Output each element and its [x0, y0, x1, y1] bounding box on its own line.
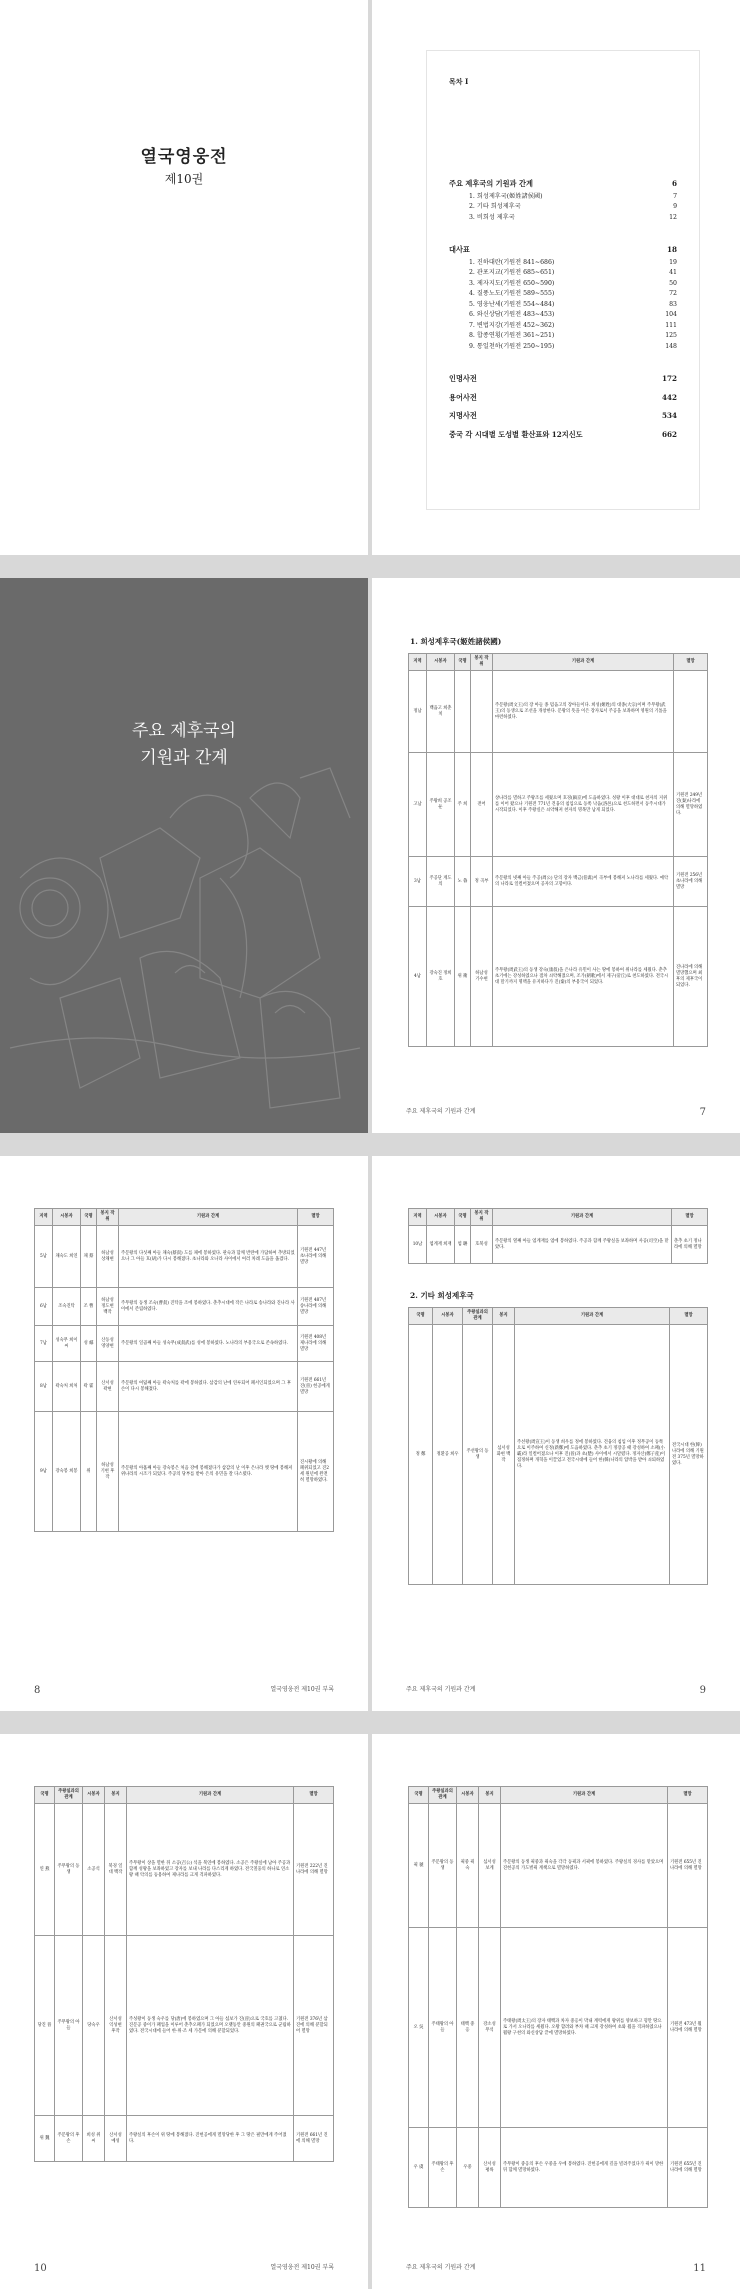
- table-cell: 주무왕이 상을 멸한 뒤 소공(召公) 석을 북연에 봉하였다. 소공은 주왕실에 남아 주공과 함께 성왕을 보좌하였고 장자를 보내 나라를 다스리게 하였다. 전국칠웅의 하나로 연소왕 때 악의를 등용하여 제나라를 크게 격파하였다.: [127, 1804, 294, 1936]
- toc-item-page: 9: [673, 203, 677, 210]
- table-cell: 위: [81, 1412, 97, 1532]
- table-cell: 기원전 376년 삼진에 의해 분할되어 멸망: [294, 1936, 334, 2116]
- toc-section[interactable]: [449, 245, 677, 256]
- column-header: 멸망: [672, 1209, 708, 1226]
- table-cell: 산서성 예성: [105, 2116, 127, 2162]
- table-row: [35, 1804, 334, 1936]
- cover-page: [0, 0, 368, 555]
- table-row: [409, 857, 708, 907]
- table-cell: 조 曹: [81, 1288, 97, 1326]
- column-header: 멸망: [294, 1787, 334, 1804]
- toc-item[interactable]: [449, 321, 677, 332]
- column-header: 국명: [81, 1209, 97, 1226]
- content-page-7: [372, 578, 740, 1133]
- running-footer: 주요 제후국의 기원과 간계: [406, 1108, 476, 1115]
- column-header: 시봉자: [83, 1787, 105, 1804]
- column-header: 기원과 간계: [493, 1209, 672, 1226]
- table-cell: 희성 위씨: [83, 2116, 105, 2162]
- table-cell: 기원전 408년 제나라에 의해 멸망: [298, 1326, 334, 1362]
- toc-item-label: 2. 기타 희성제후국: [469, 203, 521, 210]
- table-cell: 기원전 249년 진(秦)나라에 의해 멸망하였다.: [674, 753, 708, 857]
- toc-item-page: 104: [665, 311, 677, 318]
- table-cell: 북경 일대 백작: [105, 1804, 127, 1936]
- column-header: 멸망: [670, 1308, 708, 1325]
- toc-section-label: 주요 제후국의 기원과 간계: [449, 179, 533, 188]
- column-header: 지역: [35, 1209, 53, 1226]
- toc-page: [372, 0, 740, 555]
- table-cell: 섬서성 화현 백작: [493, 1325, 515, 1585]
- column-header: 주왕실과의 관계: [429, 1787, 457, 1804]
- table-cell: 당진 晉: [35, 1936, 55, 2116]
- column-header: 봉지 작위: [471, 1209, 493, 1226]
- table-cell: [471, 671, 493, 753]
- toc-item-page: 50: [669, 279, 677, 287]
- table-header-row: [35, 1787, 334, 1804]
- table-cell: 진나라에 의해 멸망했으며 최후의 제후국이 되었다.: [674, 907, 708, 1047]
- column-header: 시봉자: [433, 1308, 463, 1325]
- table-header-row: [409, 1209, 708, 1226]
- table-cell: 채숙도 희연: [53, 1226, 81, 1288]
- section-title: 1. 희성제후국(姬姓諸侯國): [410, 637, 502, 646]
- table-cell: 노 魯: [455, 857, 471, 907]
- toc-appendix[interactable]: [449, 393, 677, 404]
- page-content: [34, 1208, 334, 1532]
- toc-item[interactable]: [449, 300, 677, 311]
- table-cell: 백읍고 희춘치: [427, 671, 455, 753]
- table-cell: 기원전 473년 월나라에 의해 멸망: [668, 1928, 708, 2128]
- toc-item-label: 1. 진하대란(기원전 841~686): [469, 258, 555, 266]
- table-cell: 하남성 상채현: [97, 1226, 119, 1288]
- column-header: 기원과 간계: [127, 1787, 294, 1804]
- toc-appendix-page: 534: [661, 411, 677, 420]
- toc-appendix[interactable]: [449, 430, 677, 441]
- table-cell: 하남성 기현 후작: [97, 1412, 119, 1532]
- table-cell: 하남성 정도현 백작: [97, 1288, 119, 1326]
- column-header: 시봉자: [427, 654, 455, 671]
- table-cell: 산동성 영양현: [97, 1326, 119, 1362]
- table-cell: 주공단 계도의: [427, 857, 455, 907]
- table-cell: 기원전 661년 진에 의해 멸망: [294, 2116, 334, 2162]
- toc-item[interactable]: [449, 213, 677, 224]
- column-header: 국명: [409, 1308, 433, 1325]
- toc-item-label: 3. 제자지도(기원전 650~590): [469, 279, 555, 287]
- table-cell: 강소성 무석: [479, 1928, 501, 2128]
- toc-item-label: 4. 질풍노도(기원전 589~555): [469, 290, 555, 297]
- toc-item-label: 8. 합종연횡(기원전 361~251): [469, 332, 555, 339]
- column-header: 지역: [409, 1209, 427, 1226]
- toc-appendix-page: 442: [661, 392, 677, 402]
- table-cell: 주무왕의 동생 조숙(曹叔) 진탁을 조에 봉하였다. 춘추시대에 작은 나라로 송나라와 진나라 사이에서 존립하였다.: [119, 1288, 298, 1326]
- toc-item-label: 7. 변법지강(기원전 452~362): [469, 321, 555, 329]
- column-header: 봉지 작위: [97, 1209, 119, 1226]
- toc-item[interactable]: [449, 279, 677, 290]
- table-header-row: [409, 1787, 708, 1804]
- toc-item[interactable]: [449, 202, 677, 213]
- column-header: 주왕실과의 관계: [463, 1308, 493, 1325]
- table-row: [409, 907, 708, 1047]
- content-page-8: [0, 1156, 368, 1711]
- toc-appendix[interactable]: [449, 411, 677, 422]
- table-cell: 춘추 초기 정나라에 의해 멸망: [672, 1226, 708, 1264]
- table-row: [35, 2116, 334, 2162]
- table-cell: 6남: [35, 1288, 53, 1326]
- table-cell: 진시황에 의해 폐위되었고 진2세 원년에 완전히 멸망하였다.: [298, 1412, 334, 1532]
- table-cell: 정남: [409, 671, 427, 753]
- column-header: 봉지 작위: [471, 654, 493, 671]
- toc-section-page: 18: [666, 245, 677, 254]
- table-cell: 조숙진탁: [53, 1288, 81, 1326]
- table-cell: 주태왕의 후손: [429, 2128, 457, 2208]
- page-number: 11: [693, 2263, 706, 2274]
- table-header-row: [409, 654, 708, 671]
- table-cell: 기원전 655년 진나라에 의해 멸망: [668, 1804, 708, 1928]
- toc-appendix-label: 중국 각 시대별 도성별 환산표와 12지신도: [449, 429, 583, 439]
- table-cell: 3남: [409, 857, 427, 907]
- table-cell: 연 燕: [35, 1804, 55, 1936]
- page-content: [408, 1208, 708, 1585]
- table-cell: 강숙진 정희호: [427, 907, 455, 1047]
- table-cell: 위 魏: [35, 2116, 55, 2162]
- table-cell: 고남: [409, 753, 427, 857]
- intro-title: [0, 718, 368, 772]
- table-row: [35, 1412, 334, 1532]
- table-row: [35, 1226, 334, 1288]
- column-header: 멸망: [298, 1209, 334, 1226]
- table-cell: 곽숙처 희처: [53, 1362, 81, 1412]
- lineage-table: [408, 1307, 708, 1585]
- table-cell: 호북성: [471, 1226, 493, 1264]
- toc-item-label: 9. 통일천하(기원전 250~195): [469, 342, 555, 350]
- page-content: [34, 1786, 334, 2162]
- table-row: [35, 1362, 334, 1412]
- table-cell: 주무왕의 동생: [55, 1804, 83, 1936]
- lineage-table: [408, 1208, 708, 1264]
- column-header: 봉지: [105, 1787, 127, 1804]
- toc-item[interactable]: [449, 192, 677, 203]
- column-header: 주왕실과의 관계: [55, 1787, 83, 1804]
- toc-appendix[interactable]: [449, 374, 677, 385]
- table-cell: 산서성 곽현: [97, 1362, 119, 1412]
- table-cell: 전국시대 한(韓)나라에 의해 기원전 375년 멸망하였다.: [670, 1325, 708, 1585]
- toc-appendix-page: 172: [661, 374, 677, 383]
- table-cell: 주문왕(周文王)의 장 아들 종 멈읍고의 장아들이다. 희성(姬姓)의 대종(大宗)이며 주무왕(武王)의 동생으로 조선을 개창한다. 문왕의 뜻을 이은 장자로서 주공을 보좌하며 영원의 기틀을 마련하였다.: [493, 671, 674, 753]
- table-cell: 주 희: [455, 753, 471, 857]
- table-cell: 당숙우: [83, 1936, 105, 2116]
- table-cell: 오 吳: [409, 1928, 429, 2128]
- table-cell: 주무왕의 아들: [55, 1936, 83, 2116]
- table-header-row: [409, 1308, 708, 1325]
- table-cell: 기원전 655년 진나라에 의해 멸망: [668, 2128, 708, 2208]
- table-cell: 기원전 447년 초나라에 의해 멸망: [298, 1226, 334, 1288]
- table-cell: 주문왕의 다섯째 아들 채숙(蔡叔) 도를 채에 봉하였다. 관숙과 함께 반란에 가담하여 추방되었으나 그 아들 호(胡)가 다시 봉해졌다. 초나라와 오나라 사이에서 여러 차례 도읍을 옮겼다.: [119, 1226, 298, 1288]
- table-row: [409, 753, 708, 857]
- column-header: 기원과 간계: [493, 654, 674, 671]
- toc-item[interactable]: [449, 342, 677, 353]
- table-cell: 소공석: [83, 1804, 105, 1936]
- table-row: [409, 2128, 708, 2208]
- warriors-illustration: [0, 578, 368, 1133]
- table-cell: 주태왕의 아들: [429, 1928, 457, 2128]
- table-cell: 성숙무 희이씨: [53, 1326, 81, 1362]
- running-footer: 열국영웅전 제10권 부록: [270, 2264, 334, 2271]
- table-cell: 괵중 괵숙: [457, 1804, 479, 1928]
- table-cell: 채 蔡: [81, 1226, 97, 1288]
- table-cell: 주태왕(周太王)의 장자 태백과 차자 중옹이 막내 계력에게 왕위를 양보하고 형만 땅으로 가서 오나라를 세웠다. 오왕 합려와 부차 때 크게 강성하여 초와 월을 격파하였으나 월왕 구천의 와신상담 끝에 멸망하였다.: [501, 1928, 668, 2128]
- table-cell: [455, 671, 471, 753]
- table-cell: 괵 虢: [409, 1804, 429, 1928]
- table-cell: 전어: [471, 753, 493, 857]
- table-row: [35, 1936, 334, 2116]
- toc-item[interactable]: [449, 310, 677, 321]
- table-cell: 주문왕의 후손: [55, 2116, 83, 2162]
- table-cell: 기원전 222년 진나라에 의해 멸망: [294, 1804, 334, 1936]
- table-header-row: [35, 1209, 334, 1226]
- column-header: 멸망: [674, 654, 708, 671]
- toc-item[interactable]: [449, 289, 677, 300]
- table-cell: 정 鄭: [409, 1325, 433, 1585]
- toc-section[interactable]: [449, 179, 677, 190]
- table-row: [409, 1325, 708, 1585]
- running-footer: 주요 제후국의 기원과 간계: [406, 1686, 476, 1693]
- table-cell: 주문왕의 넷째 아들 주공(周公) 단의 장자 백금(伯禽)이 곡부에 봉해져 노나라를 세웠다. 예악의 나라로 일컬어졌으며 공자의 고향이다.: [493, 857, 674, 907]
- toc-item-page: 83: [669, 300, 677, 308]
- column-header: 기원과 간계: [501, 1787, 668, 1804]
- content-page-9: [372, 1156, 740, 1711]
- table-cell: 9남: [35, 1412, 53, 1532]
- table-cell: 곽 霍: [81, 1362, 97, 1412]
- section-title: 2. 기타 희성제후국: [410, 1291, 474, 1300]
- toc-item-page: 72: [669, 290, 677, 297]
- table-cell: 주선왕(周宣王)이 동생 희우를 정에 봉하였다. 견융의 침입 이후 정무공이 동쪽으로 이주하여 신정(新鄭)에 도읍하였다. 춘추 초기 정장공 때 강성하여 소패(小霸)라 일컬어졌으나 이후 진(晉)과 초(楚) 사이에서 시달렸다. 정자산(鄭子産)이 집정하며 개혁을 이끌었고 전국시대에 들어 한(韓)나라의 압박을 받아 쇠퇴하였다.: [515, 1325, 670, 1585]
- column-header: 시봉자: [53, 1209, 81, 1226]
- toc-box: [426, 50, 700, 510]
- intro-title-line: 주요 제후국의: [132, 721, 236, 741]
- running-footer: 열국영웅전 제10권 부록: [270, 1686, 334, 1693]
- table-cell: 염계재 희재: [427, 1226, 455, 1264]
- book-volume: 제10권: [164, 172, 204, 186]
- table-cell: [674, 671, 708, 753]
- column-header: 시봉자: [457, 1787, 479, 1804]
- column-header: 국명: [409, 1787, 429, 1804]
- table-row: [409, 1928, 708, 2128]
- lineage-table: [34, 1786, 334, 2162]
- toc-item-page: 41: [669, 269, 677, 276]
- column-header: 국명: [455, 654, 471, 671]
- content-page-11: [372, 1734, 740, 2289]
- table-cell: 7남: [35, 1326, 53, 1362]
- table-cell: 강숙봉 희봉: [53, 1412, 81, 1532]
- table-cell: 주문왕의 동생: [429, 1804, 457, 1928]
- table-cell: 주성왕이 동생 숙우를 당(唐)에 봉하였으며 그 아들 섭보가 진(晉)으로 국호를 고쳤다. 진문공 중이가 패업을 이루어 춘추오패가 되었으며 오랫동안 중원의 패권국으로 군림하였다. 전국시대에 들어 한·위·조 세 가문에 의해 분할되었다.: [127, 1936, 294, 2116]
- table-cell: 기원전 487년 송나라에 의해 멸망: [298, 1288, 334, 1326]
- intro-page: [0, 578, 368, 1133]
- column-header: 지역: [409, 654, 427, 671]
- toc-item-page: 111: [665, 321, 677, 329]
- intro-title-line: 기원과 간계: [140, 748, 228, 768]
- page-number: 9: [699, 1685, 706, 1696]
- table-cell: 10남: [409, 1226, 427, 1264]
- table-cell: 염 聃: [455, 1226, 471, 1264]
- table-cell: 주왕희 공조둔: [427, 753, 455, 857]
- toc-item-label: 1. 희성제후국(姬姓諸侯國): [469, 192, 543, 200]
- page-number: 8: [34, 1685, 41, 1696]
- book-title: 열국영웅전: [140, 147, 228, 167]
- toc-appendix-page: 662: [661, 429, 677, 439]
- table-cell: 태백 중옹: [457, 1928, 479, 2128]
- table-cell: 5남: [35, 1226, 53, 1288]
- page-number: 10: [34, 2263, 47, 2274]
- page-content: [408, 636, 708, 1047]
- table-cell: 주왕실의 후손이 위 땅에 봉해졌다. 진헌공에게 멸망당한 후 그 땅은 필만에게 주어졌다.: [127, 2116, 294, 2162]
- page-content: [408, 1786, 708, 2208]
- toc-appendix-label: 인명사전: [449, 374, 477, 383]
- table-cell: 정환공 희우: [433, 1325, 463, 1585]
- table-cell: 위 衛: [455, 907, 471, 1047]
- toc-item-page: 19: [669, 258, 677, 266]
- table-cell: 기원전 256년 초나라에 의해 멸망: [674, 857, 708, 907]
- table-cell: 하남성 기수현: [471, 907, 493, 1047]
- toc-item[interactable]: [449, 331, 677, 342]
- column-header: 봉지: [493, 1308, 515, 1325]
- toc-section-label: 대사표: [449, 245, 470, 254]
- column-header: 국명: [35, 1787, 55, 1804]
- table-cell: 기원전 661년 진(晉) 헌공에게 멸망: [298, 1362, 334, 1412]
- toc-item[interactable]: [449, 258, 677, 269]
- toc-heading: 목차 Ⅰ: [449, 77, 469, 86]
- table-cell: 산서성 익성현 후작: [105, 1936, 127, 2116]
- column-header: 시봉자: [427, 1209, 455, 1226]
- table-cell: 주문왕의 열째 아들 염계재를 염에 봉하였다. 주공과 함께 주왕실을 보좌하며 사공(司空)을 맡았다.: [493, 1226, 672, 1264]
- column-header: 기원과 간계: [119, 1209, 298, 1226]
- table-cell: 성 郕: [81, 1326, 97, 1362]
- table-cell: 주문왕의 일곱째 아들 성숙무(成叔武)를 성에 봉하였다. 노나라의 부용국으로 존속하였다.: [119, 1326, 298, 1362]
- table-row: [35, 1326, 334, 1362]
- table-cell: 정 곡부: [471, 857, 493, 907]
- toc-item-label: 2. 관포지교(기원전 685~651): [469, 269, 555, 276]
- column-header: 봉지: [479, 1787, 501, 1804]
- table-cell: 주문왕의 여덟째 아들 곽숙처를 곽에 봉하였다. 삼감의 난에 연루되어 폐서인되었으며 그 후손이 다시 봉해졌다.: [119, 1362, 298, 1412]
- toc-section-page: 6: [671, 179, 677, 188]
- toc-item-label: 5. 영웅난세(기원전 554~484): [469, 300, 555, 308]
- table-cell: 4남: [409, 907, 427, 1047]
- table-cell: 상나라를 멸하고 주왕조를 세웠으며 호경(鎬京)에 도읍하였다. 성왕 이후 대대로 천자의 지위를 이어 왔으나 기원전 771년 견융의 침입으로 동쪽 낙읍(洛邑)으로 천도하면서 동주시대가 시작되었다. 이후 주왕실은 쇠약해져 천자의 명목만 남게 되었다.: [493, 753, 674, 857]
- page-number: 7: [699, 1107, 706, 1118]
- toc-item-label: 6. 와신상담(기원전 483~453): [469, 311, 555, 318]
- column-header: 기원과 간계: [515, 1308, 670, 1325]
- running-footer: 주요 제후국의 기원과 간계: [406, 2264, 476, 2271]
- toc-item-page: 125: [665, 332, 677, 339]
- table-cell: 주문왕의 아홉째 아들 강숙봉은 처음 강에 봉해졌다가 삼감의 난 이후 은나라 옛 땅에 봉해져 위나라의 시조가 되었다. 주공의 당부를 받아 은의 유민을 잘 다스렸다.: [119, 1412, 298, 1532]
- toc-item-page: 148: [665, 342, 677, 350]
- toc-appendix-label: 지명사전: [449, 411, 477, 420]
- table-row: [409, 1804, 708, 1928]
- table-row: [409, 671, 708, 753]
- lineage-table: [34, 1208, 334, 1532]
- lineage-table: [408, 653, 708, 1047]
- table-cell: 8남: [35, 1362, 53, 1412]
- toc-appendix-label: 용어사전: [449, 392, 477, 402]
- lineage-table: [408, 1786, 708, 2208]
- table-row: [409, 1226, 708, 1264]
- toc-item-page: 12: [669, 213, 677, 221]
- table-cell: 우중: [457, 2128, 479, 2208]
- table-cell: 섬서성 보계: [479, 1804, 501, 1928]
- toc-item[interactable]: [449, 268, 677, 279]
- table-row: [35, 1288, 334, 1326]
- table-cell: 주문왕의 동생 괵중과 괵숙을 각각 동괵과 서괵에 봉하였다. 주왕실의 경사를 맡았으며 진헌공의 가도벌괵 계책으로 멸망하였다.: [501, 1804, 668, 1928]
- content-page-10: [0, 1734, 368, 2289]
- table-cell: 주무왕(周武王)의 동생 강숙(康叔)을 은나라 유민이 사는 땅에 봉하여 위나라를 세웠다. 춘추 초기에는 강성하였으나 점차 쇠약해졌으며, 조가(朝歌)에서 제구(帝丘)로 천도하였다. 전국시대 말기까지 명맥을 유지하다가 진(秦)의 부용국이 되었다.: [493, 907, 674, 1047]
- column-header: 국명: [455, 1209, 471, 1226]
- toc-item-label: 3. 비희성 제후국: [469, 213, 515, 221]
- table-cell: 주무왕이 중옹의 후손 우중을 우에 봉하였다. 진헌공에게 길을 빌려주었다가 괵이 망한 뒤 함께 멸망하였다.: [501, 2128, 668, 2208]
- column-header: 멸망: [668, 1787, 708, 1804]
- table-cell: 우 虞: [409, 2128, 429, 2208]
- table-cell: 주선왕의 동생: [463, 1325, 493, 1585]
- toc-item-page: 7: [673, 192, 677, 200]
- table-cell: 산서성 평륙: [479, 2128, 501, 2208]
